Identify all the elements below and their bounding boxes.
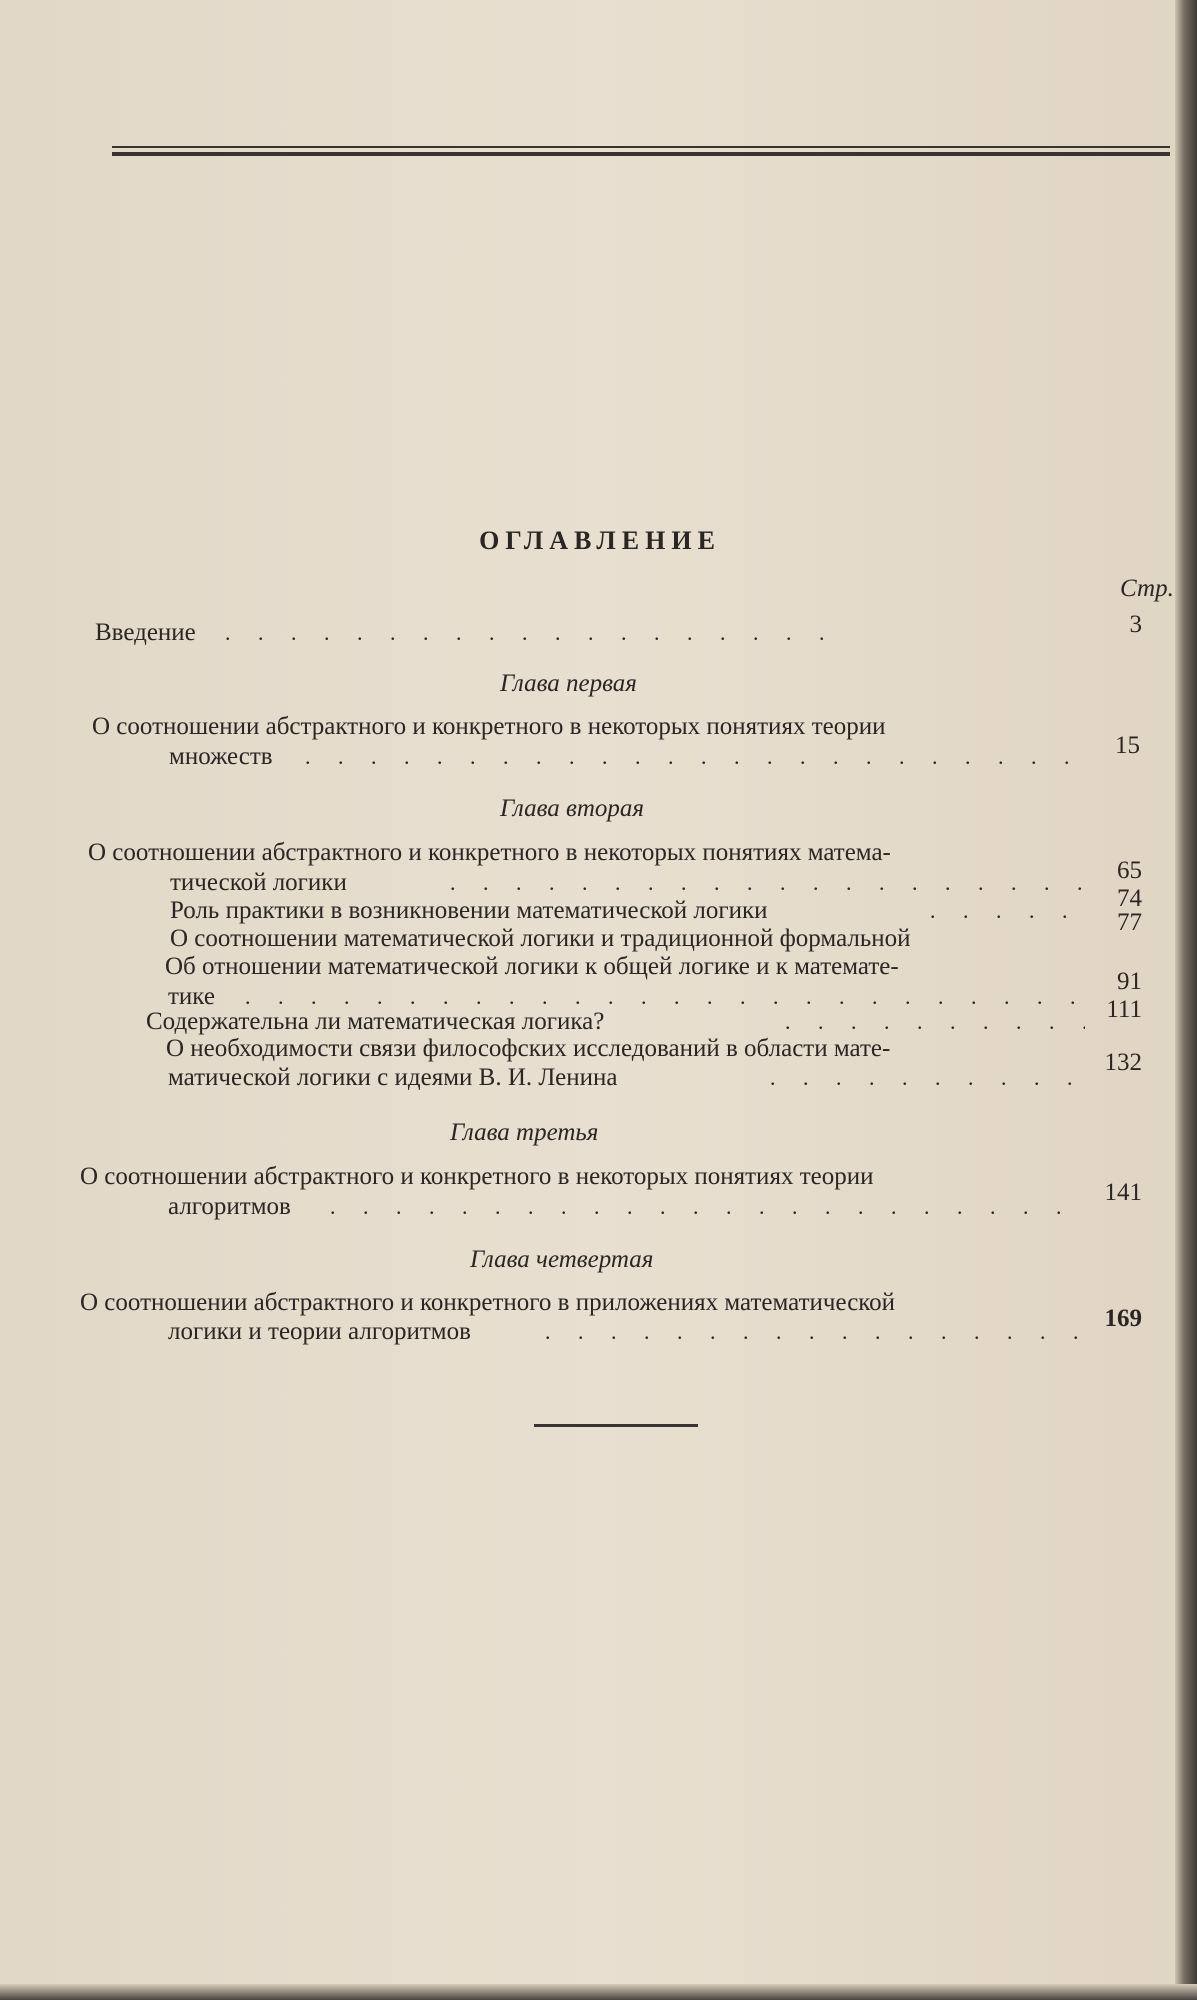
page-number: 15 bbox=[1115, 732, 1140, 759]
toc-entry-line: О соотношении абстрактного и конкретного в приложениях математической bbox=[80, 1289, 896, 1316]
chapter-heading: Глава первая bbox=[500, 670, 637, 697]
leader-dots bbox=[330, 1192, 1085, 1222]
toc-entry-line: алгоритмов bbox=[168, 1193, 291, 1220]
chapter-heading: Глава вторая bbox=[500, 795, 645, 822]
toc-subentry: тике bbox=[168, 983, 215, 1010]
toc-entry-line: логики и теории алгоритмов bbox=[168, 1318, 471, 1345]
leader-dots bbox=[305, 742, 1085, 772]
page-number: 77 bbox=[1117, 909, 1142, 936]
toc-entry-line: О соотношении абстрактного и конкретного в некоторых понятиях теории bbox=[92, 713, 886, 740]
leader-dots bbox=[785, 1007, 1085, 1037]
leader-dots bbox=[770, 1063, 1085, 1093]
leader-dots bbox=[930, 896, 1085, 926]
top-double-rule-thick bbox=[112, 152, 1170, 156]
closing-rule bbox=[534, 1424, 698, 1427]
leader-dots bbox=[450, 868, 1085, 898]
leader-dots bbox=[225, 618, 825, 648]
chapter-heading: Глава третья bbox=[450, 1119, 599, 1146]
page-number: 65 bbox=[1117, 857, 1142, 884]
toc-entry-line: тической логики bbox=[170, 869, 347, 896]
toc-subentry: Об отношении математической логики к общей логике и к математе- bbox=[165, 953, 899, 980]
page-number: 169 bbox=[1104, 1305, 1142, 1332]
toc-entry-line: О соотношении абстрактного и конкретного в некоторых понятиях теории bbox=[80, 1163, 874, 1190]
leader-dots bbox=[545, 1317, 1085, 1347]
toc-title: ОГЛАВЛЕНИЕ bbox=[479, 526, 721, 555]
toc-entry-line: О соотношении абстрактного и конкретного в некоторых понятиях матема- bbox=[88, 839, 891, 866]
page-number: 132 bbox=[1104, 1049, 1142, 1076]
page-number: 91 bbox=[1117, 968, 1142, 995]
toc-subentry: Содержательна ли математическая логика? bbox=[146, 1008, 605, 1035]
toc-entry-line: множеств bbox=[169, 743, 273, 770]
page-column-label: Стр. bbox=[1120, 575, 1174, 602]
toc-subentry: Роль практики в возникновении математической логики bbox=[170, 897, 768, 924]
page-number: 74 bbox=[1117, 885, 1142, 912]
chapter-heading: Глава четвертая bbox=[470, 1246, 654, 1273]
top-double-rule bbox=[112, 146, 1170, 148]
page-number: 111 bbox=[1106, 996, 1142, 1023]
page-number: 141 bbox=[1104, 1179, 1142, 1206]
toc-subentry: О соотношении математической логики и традиционной формальной bbox=[170, 925, 911, 952]
page-number: 3 bbox=[1129, 611, 1142, 638]
toc-subentry: матической логики с идеями В. И. Ленина bbox=[168, 1064, 618, 1091]
page-edge-shadow bbox=[1175, 0, 1197, 2000]
toc-entry-intro: Введение bbox=[95, 619, 196, 646]
page-bottom-shadow bbox=[0, 1984, 1197, 2000]
toc-subentry: О необходимости связи философских исследований в области мате- bbox=[166, 1035, 891, 1062]
